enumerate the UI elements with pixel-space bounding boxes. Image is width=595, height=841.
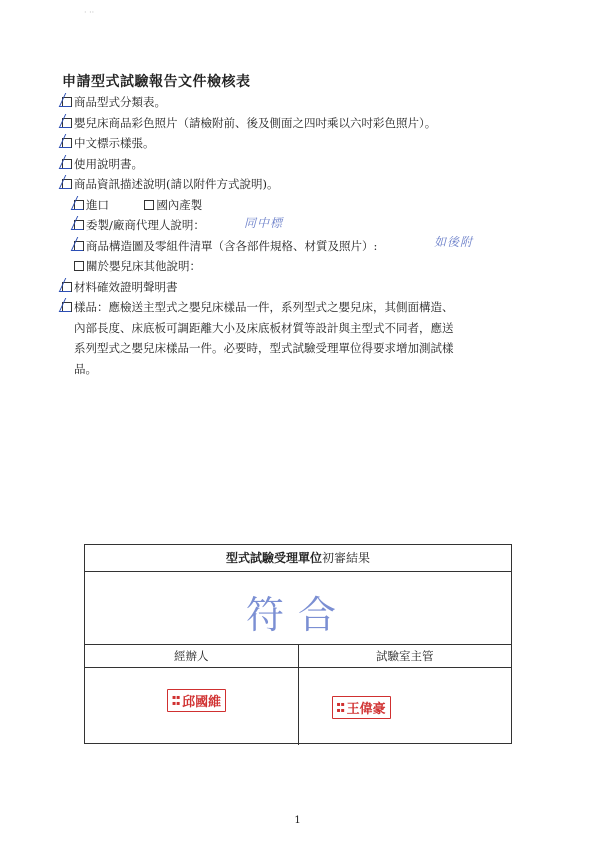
checklist-item-manual: 使用說明書。 xyxy=(62,154,552,175)
checkbox-checked[interactable] xyxy=(62,282,72,292)
checklist-subitem-other: 關於嬰兒床其他說明： xyxy=(62,256,552,277)
supervisor-label: 試驗室主管 xyxy=(299,645,512,668)
checkbox-checked[interactable] xyxy=(62,118,72,128)
stamp-seal-icon: ▪▪ ▪▪ xyxy=(336,700,345,714)
checklist-item-material: 材料確效證明聲明書 xyxy=(62,277,552,298)
checklist-item-label-sample: 中文標示樣張。 xyxy=(62,133,552,154)
review-result-table xyxy=(84,544,512,744)
result-verdict-cell xyxy=(85,572,511,645)
checklist-item-product-info: 商品資訊描述說明(請以附件方式說明)。 xyxy=(62,174,552,195)
checklist-subitem-origin: 進口 國內產製 xyxy=(62,195,552,216)
handwritten-verdict: 符合 xyxy=(245,593,350,637)
checklist-item-photos: 嬰兒床商品彩色照片（請檢附前、後及側面之四吋乘以六吋彩色照片）。 xyxy=(62,113,552,134)
checkbox-domestic[interactable] xyxy=(144,200,154,210)
checkbox-other[interactable] xyxy=(74,261,84,271)
checklist-subitem-agent: 委製/廠商代理人說明： 同中標 xyxy=(62,215,552,236)
checkbox-agent[interactable] xyxy=(74,220,84,230)
checkbox-checked[interactable] xyxy=(62,138,72,148)
page-title: 申請型式試驗報告文件檢核表 xyxy=(62,74,251,90)
handler-stamp: ▪▪ ▪▪ 邱國維 xyxy=(167,689,226,712)
supervisor-cell xyxy=(299,645,512,745)
corner-mark: · ·· xyxy=(84,8,95,17)
page-number: 1 xyxy=(294,815,301,826)
signature-row xyxy=(85,645,511,745)
stamp-seal-icon: ▪▪ ▪▪ xyxy=(172,693,181,707)
handler-cell xyxy=(85,645,299,745)
checkbox-import[interactable] xyxy=(74,200,84,210)
checklist-item-type-form: 商品型式分類表。 xyxy=(62,92,552,113)
checklist xyxy=(62,92,552,379)
checklist-item-sample: 樣品：應檢送主型式之嬰兒床樣品一件，系列型式之嬰兒床，其側面構造、 內部長度、床底板可調距離大小及床底板材質等設計與主型式不同者，應送 系列型式之嬰兒床樣品一件。必要時，型式試驗受理單位得要求增加測試樣 品。 xyxy=(62,297,552,379)
supervisor-stamp: ▪▪ ▪▪ 王偉豪 xyxy=(332,696,391,719)
handwritten-note-parts: 如後附 xyxy=(434,234,474,249)
handwritten-note-agent: 同中標 xyxy=(244,216,284,230)
handler-label: 經辦人 xyxy=(85,645,298,668)
checklist-subitem-parts: 商品構造圖及零組件清單（含各部件規格、材質及照片）: 如後附 xyxy=(62,236,552,257)
result-header: 型式試驗受理單位初審結果 xyxy=(85,545,511,572)
checkbox-checked[interactable] xyxy=(62,179,72,189)
checkbox-checked[interactable] xyxy=(62,97,72,107)
checkbox-parts[interactable] xyxy=(74,241,84,251)
checkbox-checked[interactable] xyxy=(62,302,72,312)
checkbox-checked[interactable] xyxy=(62,159,72,169)
